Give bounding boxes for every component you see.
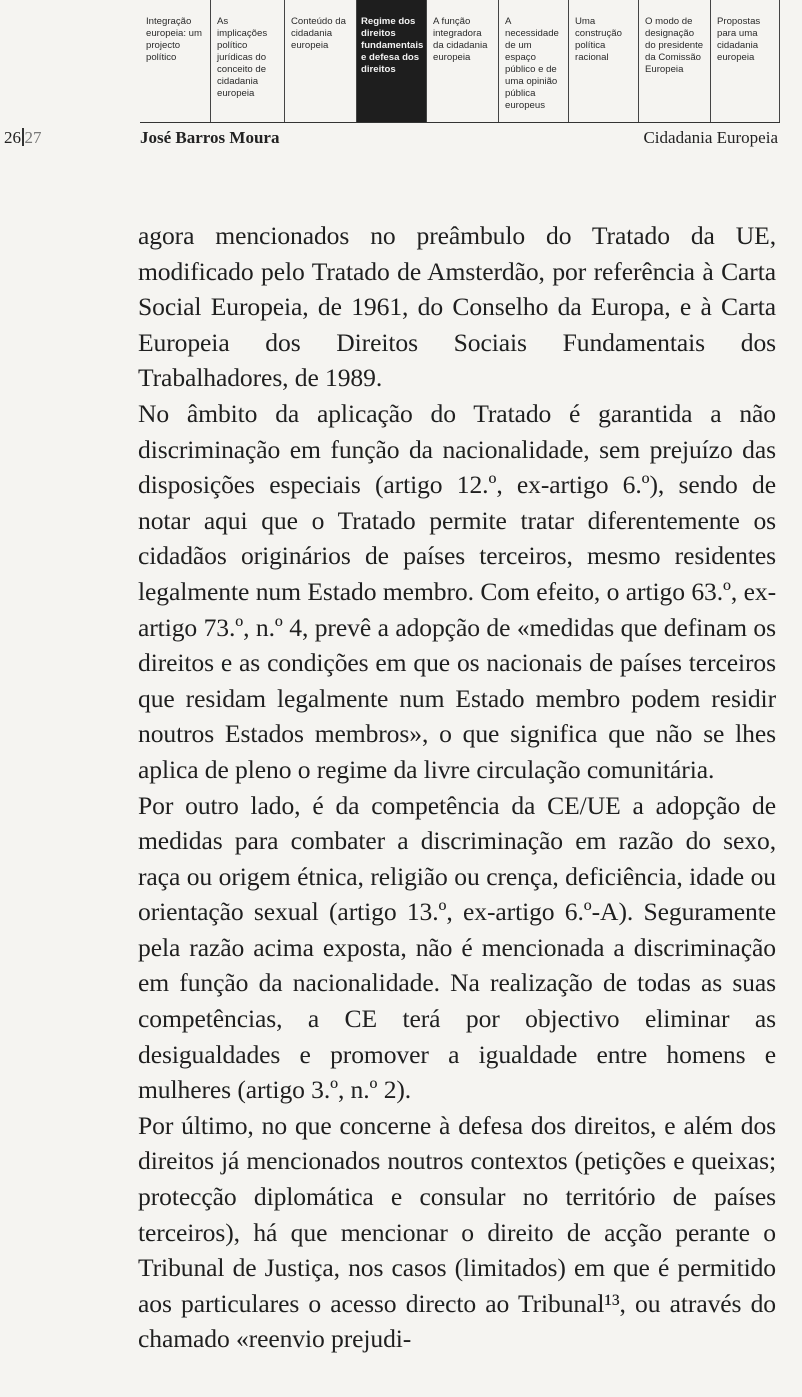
running-header-title: Cidadania Europeia [643, 128, 778, 147]
body-text [138, 218, 776, 1357]
current-page-number: 26 [4, 128, 21, 147]
paragraph: agora mencionados no preâmbulo do Tratado da UE, modificado pelo Tratado de Amsterdão, por referência à Carta Social Europeia, de 1961, do Conselho da Europa, e à Carta Europeia dos Direitos Sociais Fundamentais dos Trabalhadores, de 1989. [138, 221, 776, 393]
nav-tab-integracao-europeia[interactable]: Integração europeia: um projecto político [146, 16, 202, 63]
nav-tab-modo-designacao[interactable]: O modo de designação do presidente da Comissão Europeia [638, 0, 710, 122]
nav-tab-construcao-politica[interactable]: Uma construção política racional [568, 0, 638, 122]
nav-tab-implicacoes-politico-juridicas[interactable]: As implicações político jurídicas do conceito de cidadania europeia [210, 0, 284, 122]
nav-tab-propostas[interactable]: Propostas para uma cidadania europeia [710, 0, 780, 122]
paragraph: Por outro lado, é da competência da CE/UE a adopção de medidas para combater a discriminação em razão do sexo, raça ou origem étnica, religião ou crença, deficiência, idade ou orientação sexual (artigo 13.º, ex-artigo 6.º-A). Seguramente pela razão acima exposta, não é mencionada a discriminação em função da nacionalidade. Na realização de todas as suas competências, a CE terá por objectivo eliminar as desigualdades e promover a igualdade entre homens e mulheres (artigo 3.º, n.º 2). [138, 790, 776, 1105]
nav-tab-funcao-integradora[interactable]: A função integradora da cidadania europeia [426, 0, 498, 122]
page-number-divider [22, 128, 24, 146]
next-page-number: 27 [24, 128, 42, 147]
nav-tab-conteudo-cidadania[interactable]: Conteúdo da cidadania europeia [284, 0, 356, 122]
paragraph: No âmbito da aplicação do Tratado é garantida a não discriminação em função da nacionalidade, sem prejuízo das disposições especiais (artigo 12.º, ex-artigo 6.º), sendo de notar aqui que o Tratado permite tratar diferentemente os cidadãos originários de países terceiros, mesmo residentes legalmente num Estado membro. Com efeito, o artigo 63.º, ex-artigo 73.º, n.º 4, prevê a adopção de «medidas que definam os direitos e as condições em que os nacionais de países terceiros que residam legalmente num Estado membro podem residir noutros Estados membros», o que significa que não se lhes aplica de pleno o regime da livre circulação comunitária. [138, 398, 776, 784]
nav-tab-espaco-publico[interactable]: A necessidade de um espaço público e de uma opinião pública europeus [498, 0, 568, 122]
nav-tab-regime-direitos-active[interactable]: Regime dos direitos fundamentais e defesa dos direitos [356, 0, 426, 122]
running-header-author: José Barros Moura [140, 128, 280, 147]
paragraph: Por último, no que concerne à defesa dos direitos, e além dos direitos já mencionados noutros contextos (petições e queixas; protecção diplomática e consular no território de países terceiros), há que mencionar o direito de acção perante o Tribunal de Justiça, nos casos (limitados) em que é permitido aos particulares o acesso directo ao Tribunal¹³, ou através do chamado «reenvio prejudi- [138, 1110, 776, 1354]
chapter-navigation [140, 0, 780, 123]
page-number [4, 128, 42, 148]
